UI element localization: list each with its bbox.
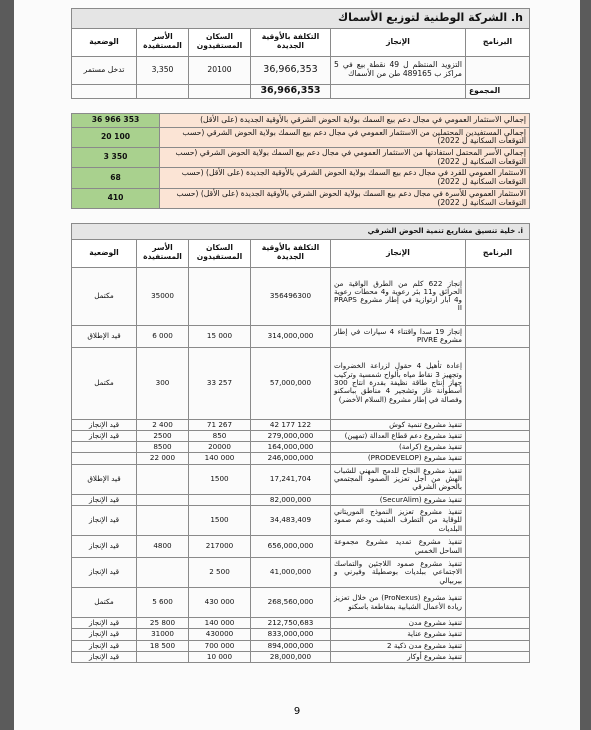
table-row <box>71 506 529 536</box>
cell-program <box>466 453 530 464</box>
total-empty <box>71 84 136 98</box>
cell-population: 2 500 <box>189 558 251 588</box>
cell-program <box>466 347 530 419</box>
cell-status: قيد الإنجاز <box>71 506 136 536</box>
cell-status: قيد الإطلاق <box>71 464 136 494</box>
cell-population: 10 000 <box>189 651 251 662</box>
table-row <box>71 558 529 588</box>
summary-row <box>72 113 530 127</box>
cell-program <box>466 464 530 494</box>
cell-cost: 17,241,704 <box>251 464 331 494</box>
header-program: البرنامج <box>466 28 530 56</box>
page-content <box>72 8 530 663</box>
cell-program <box>466 56 530 84</box>
summary-label: إجمالي المستفيدين المحتملين من الاستثمار العمومي في مجال دعم بيع السمك بولاية الحوض الشرقي (حسب التوقعات السكانية ل 2022) <box>160 127 530 147</box>
cell-population: 15 000 <box>189 325 251 347</box>
table-row <box>71 325 529 347</box>
cell-achievement: تنفيذ مشروع مدن ذكية 2 <box>331 640 466 651</box>
cell-program <box>466 640 530 651</box>
cell-status: قيد الإنجاز <box>71 640 136 651</box>
cell-status <box>71 442 136 453</box>
table-row <box>71 464 529 494</box>
cell-families: 6 000 <box>137 325 189 347</box>
total-empty <box>331 84 466 98</box>
cell-population: 217000 <box>189 536 251 558</box>
cell-status: مكتمل <box>71 588 136 618</box>
cell-population: 850 <box>189 430 251 441</box>
cell-cost: 268,560,000 <box>251 588 331 618</box>
cell-families: 18 500 <box>137 640 189 651</box>
header-achievement: الإنجاز <box>331 239 466 267</box>
table-row <box>71 56 529 84</box>
cell-families: 22 000 <box>137 453 189 464</box>
header-population: السكان المستفيدون <box>189 28 251 56</box>
hodh-projects-table <box>71 223 530 663</box>
table-row <box>71 618 529 629</box>
cell-cost: 833,000,000 <box>251 629 331 640</box>
cell-status: قيد الإنجاز <box>71 651 136 662</box>
header-status: الوضعية <box>71 239 136 267</box>
cell-achievement: تنفيذ مشروع دعم قطاع العدالة (تمهين) <box>331 430 466 441</box>
header-program: البرنامج <box>466 239 530 267</box>
table-row <box>71 640 529 651</box>
cell-cost: 212,750,683 <box>251 618 331 629</box>
cell-cost: 41,000,000 <box>251 558 331 588</box>
summary-table <box>71 113 530 210</box>
cell-families: 5 600 <box>137 588 189 618</box>
cell-achievement: تنفيذ مشروع (كرامة) <box>331 442 466 453</box>
summary-value: 410 <box>72 188 160 208</box>
header-status: الوضعية <box>71 28 136 56</box>
cell-program <box>466 442 530 453</box>
summary-value: 3 350 <box>72 148 160 168</box>
cell-program <box>466 558 530 588</box>
summary-row <box>72 148 530 168</box>
table-row <box>71 430 529 441</box>
cell-status <box>71 453 136 464</box>
cell-program <box>466 618 530 629</box>
header-achievement: الإنجاز <box>331 28 466 56</box>
cell-program <box>466 325 530 347</box>
cell-families: 2 400 <box>137 419 189 430</box>
cell-population: 700 000 <box>189 640 251 651</box>
summary-value: 36 966 353 <box>72 113 160 127</box>
cell-status: تدخل مستمر <box>71 56 136 84</box>
cell-families: 8500 <box>137 442 189 453</box>
cell-achievement: تنفيذ مشروع تمديد مشروع مجموعة الساحل الخمس <box>331 536 466 558</box>
cell-program <box>466 651 530 662</box>
total-row <box>71 84 529 98</box>
cell-families <box>137 558 189 588</box>
cell-families <box>137 464 189 494</box>
cell-families <box>137 506 189 536</box>
summary-label: إجمالي الأسر المحتمل استفادتها من الاستثمار العمومي في مجال دعم بيع السمك بولاية الحوض الشرقي (حسب التوقعات السكانية ل 2022) <box>160 148 530 168</box>
cell-population: 140 000 <box>189 453 251 464</box>
total-label: المجموع <box>466 84 530 98</box>
fish-distribution-table <box>71 8 530 99</box>
total-empty <box>137 84 189 98</box>
summary-row <box>72 127 530 147</box>
cell-families <box>137 494 189 505</box>
section-title: i. خلية تنسيق مشاريع تنمية الحوض الشرقي <box>71 224 529 239</box>
cell-families: 25 800 <box>137 618 189 629</box>
cell-cost: 82,000,000 <box>251 494 331 505</box>
table-row <box>71 453 529 464</box>
cell-cost: 57,000,000 <box>251 347 331 419</box>
cell-program <box>466 536 530 558</box>
cell-population: 33 257 <box>189 347 251 419</box>
cell-cost: 279,000,000 <box>251 430 331 441</box>
cell-cost: 28,000,000 <box>251 651 331 662</box>
summary-value: 20 100 <box>72 127 160 147</box>
total-value: 36,966,353 <box>251 84 331 98</box>
cell-population <box>189 267 251 325</box>
cell-status: مكتمل <box>71 267 136 325</box>
cell-population: 71 267 <box>189 419 251 430</box>
cell-cost: 34,483,409 <box>251 506 331 536</box>
cell-status: قيد الإطلاق <box>71 325 136 347</box>
cell-population: 20100 <box>189 56 251 84</box>
summary-row <box>72 188 530 208</box>
cell-status: قيد الإنجاز <box>71 494 136 505</box>
cell-cost: 36,966,353 <box>251 56 331 84</box>
table-row <box>71 629 529 640</box>
cell-cost: 356496300 <box>251 267 331 325</box>
table-row <box>71 536 529 558</box>
cell-achievement: التزويد المنتظم ل 49 نقطة بيع في 5 مراكز ب 489165 طن من الأسماك <box>331 56 466 84</box>
header-families: الأسر المستفيدة <box>137 28 189 56</box>
summary-value: 68 <box>72 168 160 188</box>
summary-label: إجمالي الاستثمار العمومي في مجال دعم بيع السمك بولاية الحوض الشرقي بالأوقية الجديدة (على الأقل) <box>160 113 530 127</box>
cell-achievement: إعادة تأهيل 4 حقول لزراعة الخضروات وتجهيز 3 نقاط مياه بألواح شمسية وتركيب جهاز إنتاج طاقة نظيفة بقدرة انتاج 300 أسطوانة غاز وتشجير 4 مناطق بباسكنو وفصالة في إطار مشروع (السلام الأخضر) <box>331 347 466 419</box>
cell-population: 140 000 <box>189 618 251 629</box>
cell-achievement: تنفيذ مشروع عناية <box>331 629 466 640</box>
page-number: 9 <box>293 706 301 717</box>
cell-program <box>466 267 530 325</box>
section-title: h. الشركة الوطنية لتوزيع الأسماك <box>71 9 529 29</box>
cell-achievement: تنفيذ مشروع صمود اللاجئين والتماسك الاجتماعي ببلديات بوصطيلة وفيرني و بيربيالي <box>331 558 466 588</box>
cell-cost: 656,000,000 <box>251 536 331 558</box>
cell-program <box>466 430 530 441</box>
cell-status: قيد الإنجاز <box>71 558 136 588</box>
cell-population <box>189 494 251 505</box>
cell-achievement: تنفيذ مشروع أوكار <box>331 651 466 662</box>
cell-status: قيد الإنجاز <box>71 536 136 558</box>
table-row <box>71 267 529 325</box>
summary-row <box>72 168 530 188</box>
cell-achievement: تنفيذ مشروع تعزيز النموذج الموريتاني للوقاية من التطرف العنيف ودعم صمود البلديات <box>331 506 466 536</box>
cell-achievement: تنفيذ مشروع (SecurAlim) <box>331 494 466 505</box>
cell-population: 1500 <box>189 506 251 536</box>
header-families: الأسر المستفيدة <box>137 239 189 267</box>
cell-achievement: تنفيذ مشروع (ProNexus) من خلال تعزيز ريادة الأعمال الشبابية بمقاطعة باسكنو <box>331 588 466 618</box>
cell-achievement: تنفيذ مشروع النجاح للدمج المهني للشباب الهش من أجل تعزيز الصمود المجتمعي بالحوض الشرقي <box>331 464 466 494</box>
cell-cost: 164,000,000 <box>251 442 331 453</box>
document-page <box>14 0 580 730</box>
cell-achievement: إنجاز 622 كلم من الطرق الواقية من الحرائق و11 بئر رعوية و4 محطات رعوية و4 آبار ارتوازية في إطار مشروع PRAPS II <box>331 267 466 325</box>
cell-program <box>466 629 530 640</box>
cell-families: 3,350 <box>137 56 189 84</box>
cell-status: قيد الإنجاز <box>71 419 136 430</box>
summary-label: الاستثمار العمومي للفرد في مجال دعم بيع السمك بولاية الحوض الشرقي بالأوقية الجديدة (على الأقل) (حسب التوقعات السكانية ل 2022) <box>160 168 530 188</box>
cell-program <box>466 419 530 430</box>
cell-cost: 894,000,000 <box>251 640 331 651</box>
cell-families: 300 <box>137 347 189 419</box>
cell-population: 1500 <box>189 464 251 494</box>
cell-families: 35000 <box>137 267 189 325</box>
header-population: السكان المستفيدون <box>189 239 251 267</box>
summary-label: الاستثمار العمومي للأسرة في مجال دعم بيع السمك بولاية الحوض الشرقي بالأوقية الجديدة (على الأقل) (حسب التوقعات السكانية ل 2022) <box>160 188 530 208</box>
table-row <box>71 442 529 453</box>
table-row <box>71 651 529 662</box>
cell-achievement: تنفيذ مشروع (PRODEVELOP) <box>331 453 466 464</box>
cell-status: مكتمل <box>71 347 136 419</box>
cell-families: 31000 <box>137 629 189 640</box>
table-row <box>71 494 529 505</box>
cell-population: 430 000 <box>189 588 251 618</box>
cell-program <box>466 588 530 618</box>
cell-achievement: تنفيذ مشروع تنمية كوش <box>331 419 466 430</box>
cell-achievement: إنجاز 19 سدا واقتناء 4 سيارات في إطار مشروع PIVRE <box>331 325 466 347</box>
cell-status: قيد الإنجاز <box>71 629 136 640</box>
cell-population: 20000 <box>189 442 251 453</box>
header-cost: التكلفة بالأوقية الجديدة <box>251 28 331 56</box>
cell-status: قيد الإنجاز <box>71 430 136 441</box>
header-cost: التكلفة بالأوقية الجديدة <box>251 239 331 267</box>
cell-families <box>137 651 189 662</box>
cell-families: 2500 <box>137 430 189 441</box>
total-empty <box>189 84 251 98</box>
table-row <box>71 419 529 430</box>
projects-body <box>71 267 529 663</box>
cell-achievement: تنفيذ مشروع مدن <box>331 618 466 629</box>
cell-program <box>466 506 530 536</box>
table-row <box>71 588 529 618</box>
cell-status: قيد الإنجاز <box>71 618 136 629</box>
cell-population: 430000 <box>189 629 251 640</box>
cell-cost: 246,000,000 <box>251 453 331 464</box>
cell-cost: 314,000,000 <box>251 325 331 347</box>
cell-cost: 42 177 122 <box>251 419 331 430</box>
cell-program <box>466 494 530 505</box>
table-row <box>71 347 529 419</box>
cell-families: 4800 <box>137 536 189 558</box>
